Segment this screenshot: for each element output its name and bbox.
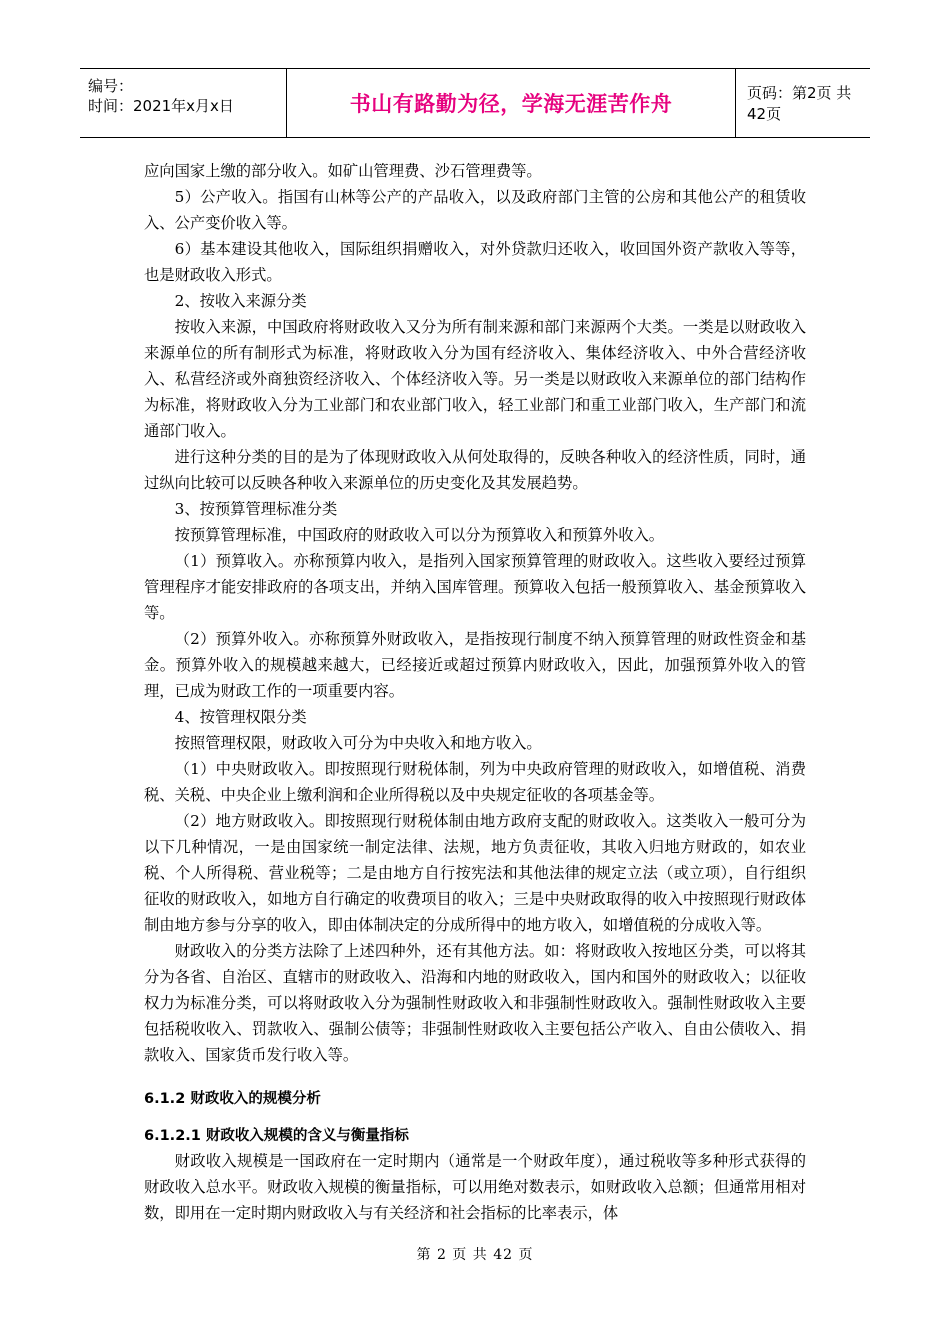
paragraph: 5）公产收入。指国有山林等公产的产品收入，以及政府部门主管的公房和其他公产的租赁收入、公产变价收入等。 <box>144 188 806 232</box>
header-motto: 书山有路勤为径，学海无涯苦作舟 <box>349 92 673 116</box>
header-meta <box>80 69 286 137</box>
doc-number-label: 编号： <box>88 77 134 95</box>
paragraph: 6）基本建设其他收入，国际组织捐赠收入，对外贷款归还收入，收回国外资产款收入等等，也是财政收入形式。 <box>144 240 806 284</box>
document-body <box>144 158 806 1226</box>
paragraph: 进行这种分类的目的是为了体现财政收入从何处取得的，反映各种收入的经济性质，同时，通过纵向比较可以反映各种收入来源单位的历史变化及其发展趋势。 <box>144 448 806 492</box>
paragraph: （2）地方财政收入。即按照现行财税体制由地方政府支配的财政收入。这类收入一般可分为以下几种情况，一是由国家统一制定法律、法规，地方负责征收，其收入归地方财政的，如农业税、个人所得税、营业税等；二是由地方自行按宪法和其他法律的规定立法（或立项），自行组织征收的财政收入，如地方自行确定的收费项目的收入；三是中央财政取得的收入中按照现行财政体制由地方参与分享的收入，即由体制决定的分成所得中的地方收入，如增值税的分成收入等。 <box>144 812 806 934</box>
paragraph: 按照管理权限，财政收入可分为中央收入和地方收入。 <box>174 734 542 752</box>
paragraph: （1）中央财政收入。即按照现行财税体制，列为中央政府管理的财政收入，如增值税、消费税、关税、中央企业上缴利润和企业所得税以及中央规定征收的各项基金等。 <box>144 760 806 804</box>
paragraph: 按收入来源，中国政府将财政收入又分为所有制来源和部门来源两个大类。一类是以财政收入来源单位的所有制形式为标准，将财政收入分为国有经济收入、集体经济收入、中外合营经济收入、私营经济或外商独资经济收入、个体经济收入等。另一类是以财政收入来源单位的部门结构作为标准，将财政收入分为工业部门和农业部门收入，轻工业部门和重工业部门收入，生产部门和流通部门收入。 <box>144 318 806 440</box>
subsection-heading: 6.1.2.1 财政收入规模的含义与衡量指标 <box>144 1128 409 1144</box>
list-heading: 3、按预算管理标准分类 <box>174 500 338 518</box>
header-page-info-cell <box>735 69 870 137</box>
paragraph: 财政收入的分类方法除了上述四种外，还有其他方法。如：将财政收入按地区分类，可以将其分为各省、自治区、直辖市的财政收入、沿海和内地的财政收入，国内和国外的财政收入；以征收权力为标准分类，可以将财政收入分为强制性财政收入和非强制性财政收入。强制性财政收入主要包括税收收入、罚款收入、强制公债等；非强制性财政收入主要包括公产收入、自由公债收入、捐款收入、国家货币发行收入等。 <box>144 942 806 1064</box>
paragraph: （1）预算收入。亦称预算内收入，是指列入国家预算管理的财政收入。这些收入要经过预算管理程序才能安排政府的各项支出，并纳入国库管理。预算收入包括一般预算收入、基金预算收入等。 <box>144 552 806 622</box>
section-heading: 6.1.2 财政收入的规模分析 <box>144 1091 321 1107</box>
list-heading: 4、按管理权限分类 <box>174 708 307 726</box>
paragraph: 按预算管理标准，中国政府的财政收入可以分为预算收入和预算外收入。 <box>174 526 665 544</box>
header-motto-cell <box>286 69 736 137</box>
page-footer: 第 2 页 共 42 页 <box>416 1247 534 1263</box>
list-heading: 2、按收入来源分类 <box>174 292 307 310</box>
paragraph: 财政收入规模是一国政府在一定时期内（通常是一个财政年度），通过税收等多种形式获得的财政收入总水平。财政收入规模的衡量指标，可以用绝对数表示，如财政收入总额；但通常用相对数，即用在一定时期内财政收入与有关经济和社会指标的比率表示，体 <box>144 1152 806 1222</box>
page-header <box>80 68 870 138</box>
paragraph: 应向国家上缴的部分收入。如矿山管理费、沙石管理费等。 <box>144 162 542 180</box>
doc-date-label: 时间：2021年x月x日 <box>88 97 234 115</box>
header-page-info: 页码：第2页 共42页 <box>747 84 852 123</box>
paragraph: （2）预算外收入。亦称预算外财政收入，是指按现行制度不纳入预算管理的财政性资金和基金。预算外收入的规模越来越大，已经接近或超过预算内财政收入，因此，加强预算外收入的管理，已成为财政工作的一项重要内容。 <box>144 630 806 700</box>
